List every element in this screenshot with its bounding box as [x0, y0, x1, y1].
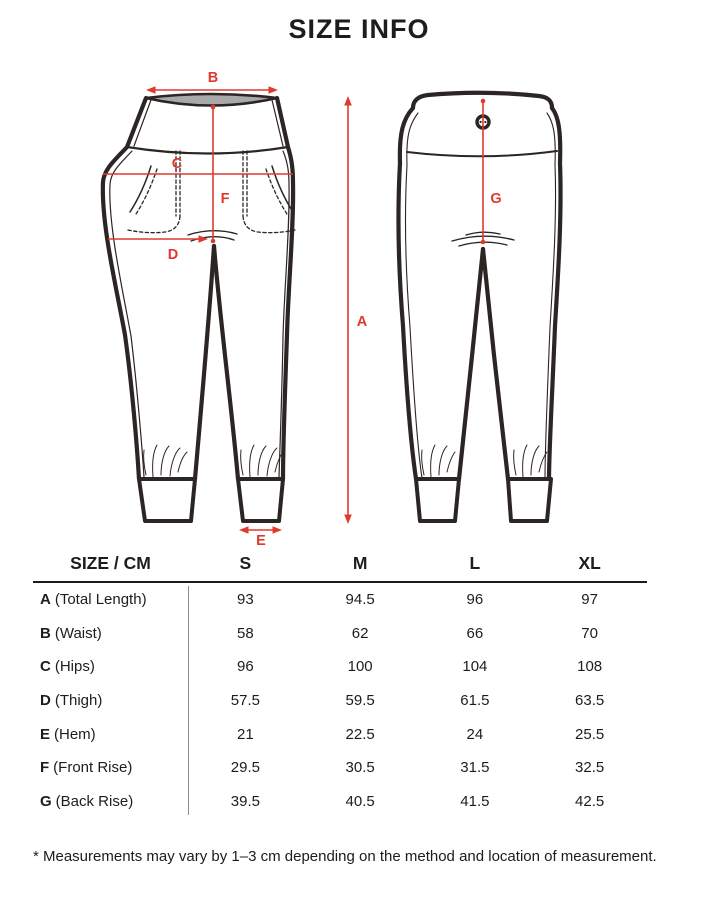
header-size-xl: XL — [578, 552, 601, 573]
cell-s: 57.5 — [230, 692, 260, 710]
cell-l: 104 — [462, 658, 488, 676]
row-label — [33, 658, 188, 675]
measurement-disclaimer: * Measurements may vary by 1–3 cm depending on the method and location of measurement. — [33, 848, 657, 865]
cell-m: 94.5 — [345, 591, 375, 609]
cell-xl: 70 — [581, 624, 598, 642]
row-letter: E — [40, 725, 51, 743]
cell-s: 21 — [237, 725, 254, 743]
cell-s: 58 — [237, 624, 254, 642]
pants-front-view — [103, 94, 295, 521]
row-name: (Total Length) — [54, 591, 147, 609]
cell-m: 62 — [351, 624, 369, 642]
measure-label-e: E — [256, 533, 266, 549]
cell-m: 30.5 — [345, 759, 375, 777]
row-letter: G — [40, 792, 52, 810]
page-title: SIZE INFO — [288, 14, 430, 44]
table-row-back-rise — [33, 785, 647, 819]
cell-m: 22.5 — [345, 725, 375, 743]
table-row-hem — [33, 717, 647, 751]
front-cuff-gathers — [144, 445, 283, 477]
measure-label-b: B — [207, 70, 219, 86]
cell-xl: 97 — [581, 591, 598, 609]
cell-s: 29.5 — [230, 759, 260, 777]
row-name: (Front Rise) — [53, 759, 133, 777]
cell-s: 93 — [237, 591, 254, 609]
header-size-l: L — [469, 552, 481, 573]
row-label — [33, 625, 188, 642]
header-size-cm: SIZE / CM — [70, 552, 151, 573]
row-label — [33, 793, 188, 810]
measure-line-a — [344, 96, 352, 524]
row-letter: A — [40, 591, 51, 609]
table-body — [33, 583, 647, 818]
measure-label-f: F — [220, 191, 230, 207]
cell-xl: 42.5 — [575, 792, 605, 810]
measure-label-g: G — [490, 191, 502, 207]
back-outline — [399, 93, 561, 479]
cell-l: 61.5 — [460, 692, 490, 710]
measure-label-a: A — [356, 314, 368, 330]
row-letter: C — [40, 658, 51, 676]
row-name: (Thigh) — [54, 692, 103, 710]
cell-m: 59.5 — [345, 692, 375, 710]
front-cuffs — [139, 479, 283, 521]
back-waistband-seam — [407, 151, 557, 156]
measure-line-d — [108, 235, 208, 243]
row-letter: D — [40, 692, 51, 710]
table-header-row — [33, 545, 647, 583]
cell-l: 24 — [466, 725, 484, 743]
row-name: (Hem) — [54, 725, 96, 743]
measure-label-d: D — [167, 247, 179, 263]
row-label — [33, 759, 188, 776]
table-row-total-length — [33, 583, 647, 617]
row-name: (Hips) — [54, 658, 95, 676]
size-table — [33, 545, 647, 818]
cell-xl: 32.5 — [575, 759, 605, 777]
row-label — [33, 726, 188, 743]
front-pocket-openings — [130, 166, 293, 212]
header-size-s: S — [239, 552, 252, 573]
table-row-waist — [33, 617, 647, 651]
header-size-m: M — [352, 552, 368, 573]
cell-l: 66 — [466, 624, 484, 642]
row-letter: B — [40, 624, 51, 642]
front-waistband-inner — [146, 94, 277, 106]
cell-l: 31.5 — [460, 759, 490, 777]
cell-xl: 25.5 — [575, 725, 605, 743]
table-row-thigh — [33, 684, 647, 718]
cell-s: 96 — [237, 658, 254, 676]
cell-s: 39.5 — [230, 792, 260, 810]
front-pocket-stitch-dashed — [128, 151, 295, 233]
measure-line-b — [146, 86, 278, 94]
pants-back-view — [399, 93, 561, 521]
back-cuffs — [416, 479, 551, 521]
cell-l: 41.5 — [460, 792, 490, 810]
table-row-hips — [33, 650, 647, 684]
cell-xl: 108 — [577, 658, 603, 676]
front-waistband-seam — [127, 147, 288, 154]
row-name: (Back Rise) — [55, 792, 134, 810]
back-seam-stitching — [406, 113, 556, 478]
cell-xl: 63.5 — [575, 692, 605, 710]
front-outline — [103, 98, 293, 479]
cell-m: 100 — [347, 658, 373, 676]
cell-l: 96 — [466, 591, 484, 609]
row-name: (Waist) — [54, 624, 102, 642]
row-letter: F — [40, 759, 50, 777]
cell-m: 40.5 — [345, 792, 375, 810]
table-row-front-rise — [33, 751, 647, 785]
back-cuff-gathers — [422, 445, 547, 477]
measure-label-c: C — [171, 156, 183, 172]
row-label — [33, 692, 188, 709]
row-label — [33, 591, 188, 608]
